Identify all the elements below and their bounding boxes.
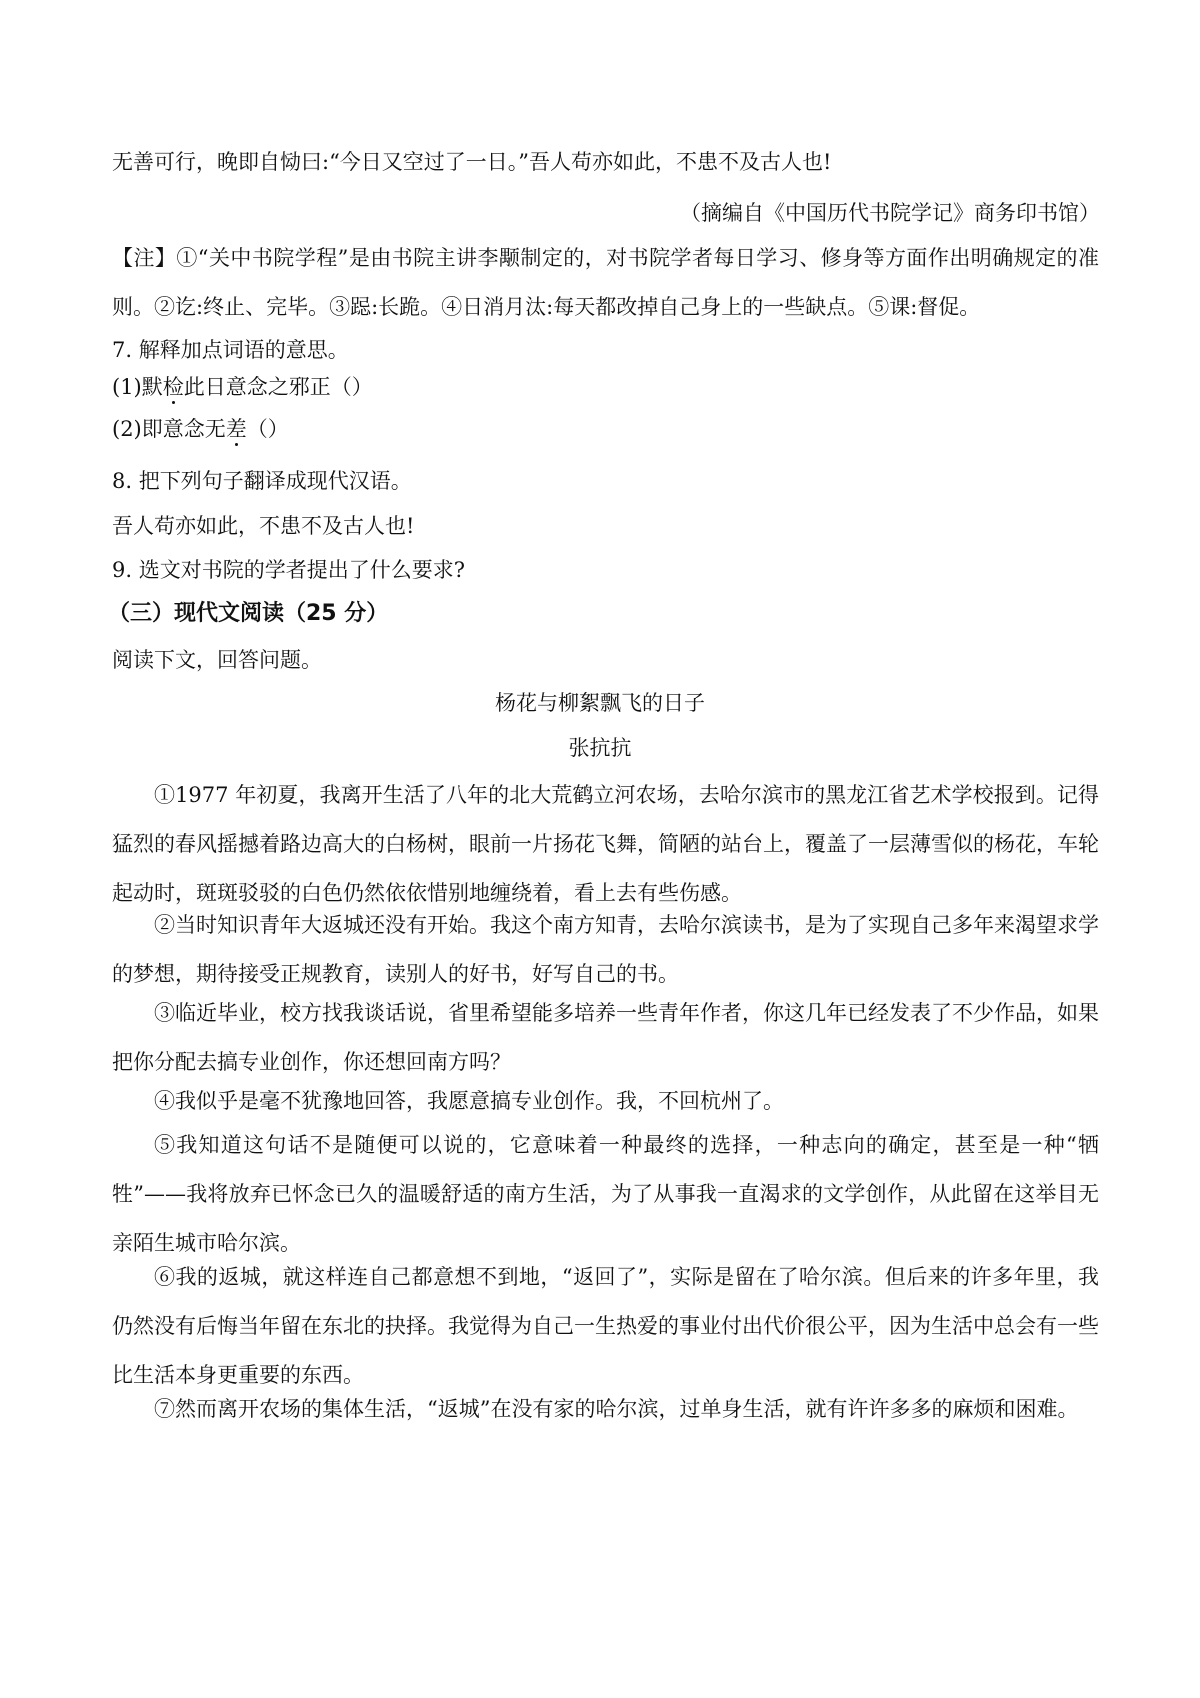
reading-instruction: 阅读下文，回答问题。	[112, 648, 322, 672]
article-paragraph-5: ⑤我知道这句话不是随便可以说的，它意味着一种最终的选择，一种志向的确定，甚至是一种“牺牲”——我将放弃已怀念已久的温暖舒适的南方生活，为了从事我一直渴求的文学创作，从此留在这举目无亲陌生城市哈尔滨。	[112, 1133, 1099, 1255]
article-paragraph-1: ①1977 年初夏，我离开生活了八年的北大荒鹤立河农场，去哈尔滨市的黑龙江省艺术学校报到。记得猛烈的春风摇撼着路边高大的白杨树，眼前一片扬花飞舞，简陋的站台上，覆盖了一层薄雪似的杨花，车轮起动时，斑斑驳驳的白色仍然依依惜别地缠绕着，看上去有些伤感。	[112, 783, 1099, 905]
question-9: 9. 选文对书院的学者提出了什么要求?	[112, 558, 465, 582]
article-author: 张抗抗	[568, 736, 632, 760]
question-7: 7. 解释加点词语的意思。	[112, 338, 349, 362]
article-paragraph-6: ⑥我的返城，就这样连自己都意想不到地，“返回了”，实际是留在了哈尔滨。但后来的许多年里，我仍然没有后悔当年留在东北的抉择。我觉得为自己一生热爱的事业付出代价很公平，因为生活中总会有一些比生活本身更重要的东西。	[112, 1265, 1099, 1387]
section-heading: （三）现代文阅读（25 分）	[108, 601, 389, 626]
question-7-1-suffix: 此日意念之邪正（）	[183, 375, 373, 399]
article-paragraph-2: ②当时知识青年大返城还没有开始。我这个南方知青，去哈尔滨读书，是为了实现自己多年来渴望求学的梦想，期待接受正规教育，读别人的好书，好写自己的书。	[112, 913, 1099, 986]
question-8-sentence: 吾人苟亦如此，不患不及古人也!	[112, 514, 415, 538]
question-7-2	[112, 414, 289, 444]
article-paragraph-4: ④我似乎是毫不犹豫地回答，我愿意搞专业创作。我，不回杭州了。	[154, 1089, 784, 1113]
article-paragraph-3: ③临近毕业，校方找我谈话说，省里希望能多培养一些青年作者，你这几年已经发表了不少作品，如果把你分配去搞专业创作，你还想回南方吗？	[112, 1001, 1099, 1074]
article-paragraph-7: ⑦然而离开农场的集体生活，“返城”在没有家的哈尔滨，过单身生活，就有许许多多的麻烦和困难。	[154, 1397, 1079, 1421]
question-8: 8. 把下列句子翻译成现代汉语。	[112, 469, 412, 493]
question-7-1-prefix: (1)默	[112, 375, 163, 399]
article-title: 杨花与柳絮飘飞的日子	[495, 691, 705, 715]
passage-tail: 无善可行，晚即自恸曰:“今日又空过了一日。”吾人苟亦如此，不患不及古人也!	[112, 150, 832, 174]
question-7-1	[112, 372, 373, 402]
source-citation: （摘编自《中国历代书院学记》商务印书馆）	[680, 201, 1100, 225]
question-7-2-suffix: （）	[246, 417, 289, 441]
dotted-word-jian: 检	[162, 375, 184, 399]
annotation-note: 【注】①“关中书院学程”是由书院主讲李颙制定的，对书院学者每日学习、修身等方面作出明确规定的准则。②讫:终止、完毕。③跽:长跪。④日消月汰:每天都改掉自己身上的一些缺点。⑤课:督促。	[112, 246, 1099, 319]
question-7-2-prefix: (2)即意念无	[112, 417, 226, 441]
dotted-word-cha: 差	[225, 417, 247, 441]
